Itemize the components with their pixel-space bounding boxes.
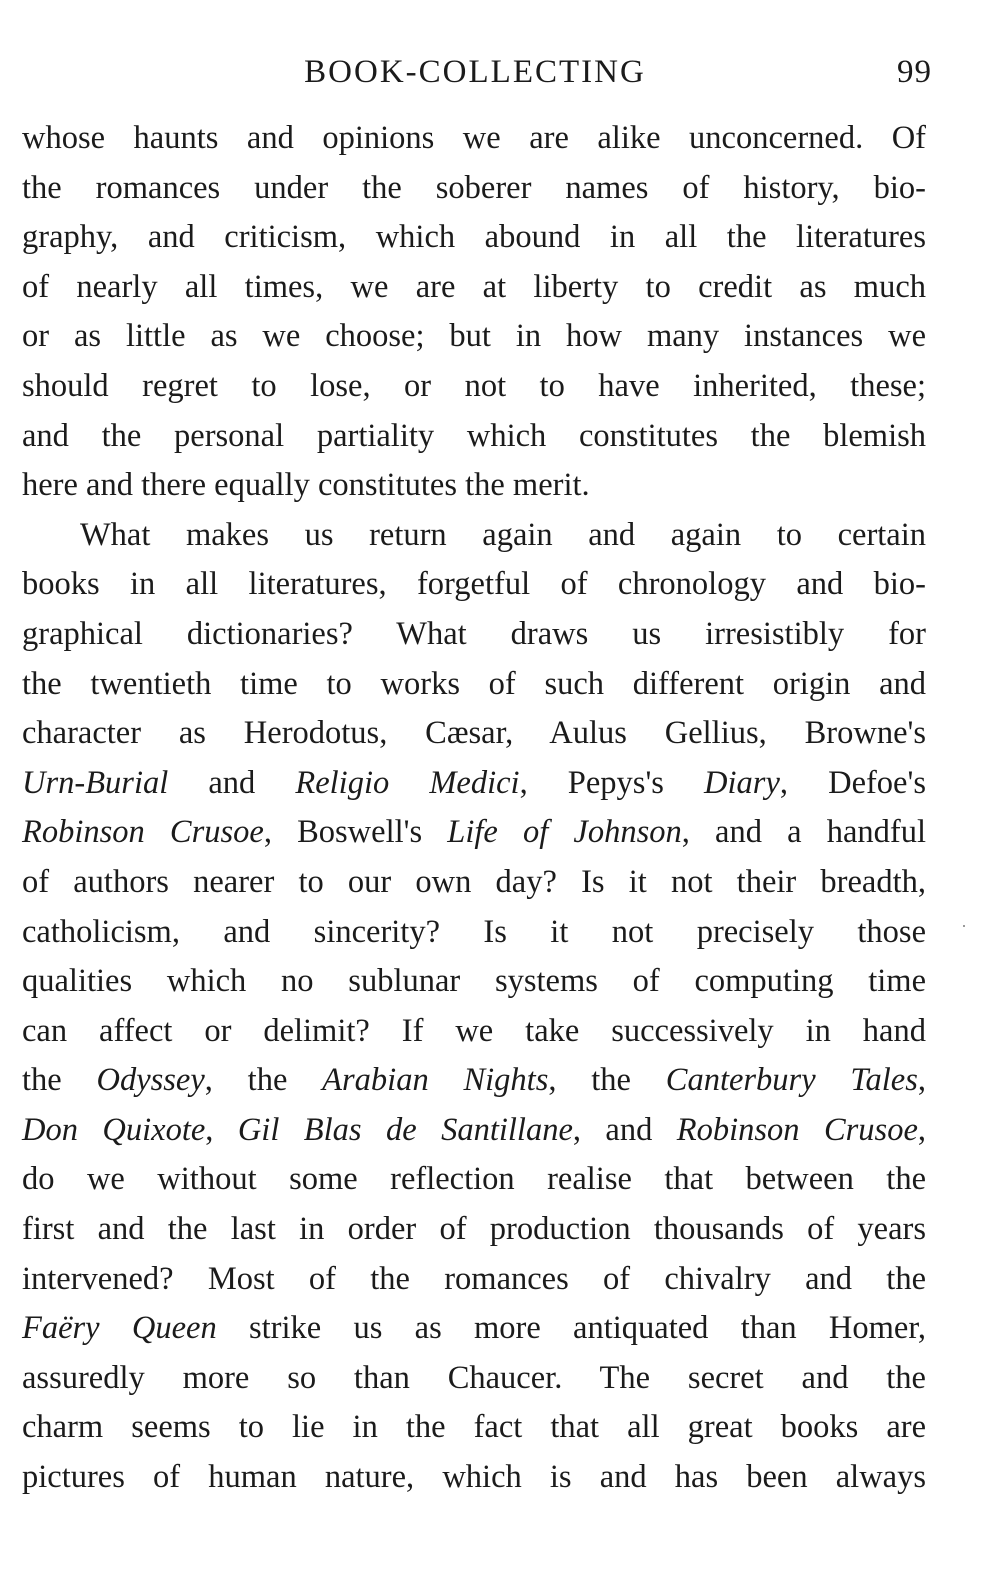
text-line: first and the last in order of production thousands of years xyxy=(22,1211,926,1248)
text-run: , and xyxy=(572,1111,677,1148)
text-run: , Pepys's xyxy=(519,764,705,801)
text-run: the xyxy=(22,1062,97,1099)
text-line xyxy=(22,808,926,858)
text-line: or as little as we choose; but in how many instances we xyxy=(22,318,926,355)
italic-title: Urn-Burial xyxy=(22,764,169,801)
text-run: , Defoe's xyxy=(779,764,926,801)
italic-title: Don Quixote xyxy=(22,1111,206,1148)
italic-title: Diary xyxy=(704,764,780,801)
italic-title: Life of Johnson xyxy=(447,814,682,851)
text-line: intervened? Most of the romances of chivalry and the xyxy=(22,1260,926,1297)
text-line: books in all literatures, forgetful of chronology and bio- xyxy=(22,566,926,603)
body-text xyxy=(22,114,926,1503)
text-line: qualities which no sublunar systems of computing time xyxy=(22,963,926,1000)
text-line xyxy=(22,1304,926,1354)
text-line: and the personal partiality which constitutes the blemish xyxy=(22,417,926,454)
page-number: 99 xyxy=(897,54,932,90)
running-head: BOOK-COLLECTING xyxy=(304,54,646,90)
text-run: , Boswell's xyxy=(263,814,448,851)
italic-title: Gil Blas de Santillane xyxy=(237,1111,573,1148)
italic-title: Robinson Crusoe xyxy=(676,1111,918,1148)
text-line: of authors nearer to our own day? Is it not their breadth, xyxy=(22,863,926,900)
text-run: , the xyxy=(548,1062,666,1099)
text-line: the romances under the soberer names of history, bio- xyxy=(22,169,926,206)
text-line: graphy, and criticism, which abound in all the literatures xyxy=(22,219,926,256)
text-line: can affect or delimit? If we take successively in hand xyxy=(22,1012,926,1049)
text-line: should regret to lose, or not to have inherited, these; xyxy=(22,367,926,404)
text-line: assuredly more so than Chaucer. The secret and the xyxy=(22,1359,926,1396)
scan-speck xyxy=(963,925,965,927)
text-line xyxy=(22,1106,926,1156)
text-line: whose haunts and opinions we are alike unconcerned. Of xyxy=(22,120,926,156)
text-run: , xyxy=(205,1111,238,1148)
italic-title: Canterbury Tales xyxy=(665,1062,918,1099)
text-line: of nearly all times, we are at liberty to credit as much xyxy=(22,268,926,305)
text-run: , xyxy=(917,1111,926,1148)
paragraph-1 xyxy=(22,114,926,511)
text-run: and xyxy=(168,764,296,801)
paragraph-2 xyxy=(22,511,926,1503)
italic-title: Odyssey xyxy=(96,1062,205,1099)
text-line: charm seems to lie in the fact that all great books are xyxy=(22,1409,926,1446)
italic-title: Robinson Crusoe xyxy=(22,814,264,851)
text-line: catholicism, and sincerity? Is it not precisely those xyxy=(22,913,926,950)
text-run: , the xyxy=(204,1062,323,1099)
text-line xyxy=(22,1056,926,1106)
text-run: , and a handful xyxy=(681,814,926,851)
text-line: What makes us return again and again to certain xyxy=(80,516,926,553)
italic-title: Arabian Nights xyxy=(322,1062,549,1099)
text-line: character as Herodotus, Cæsar, Aulus Gellius, Browne's xyxy=(22,715,926,752)
text-line xyxy=(22,759,926,809)
text-line: pictures of human nature, which is and has been always xyxy=(22,1459,926,1496)
text-line: graphical dictionaries? What draws us irresistibly for xyxy=(22,615,926,652)
page-header xyxy=(0,50,1000,94)
italic-title: Faëry Queen xyxy=(22,1310,217,1347)
text-run: strike us as more antiquated than Homer, xyxy=(216,1310,927,1347)
text-run: , xyxy=(917,1062,926,1099)
text-line: the twentieth time to works of such different origin and xyxy=(22,665,926,702)
text-line: here and there equally constitutes the merit. xyxy=(22,467,590,504)
italic-title: Religio Medici xyxy=(295,764,520,801)
text-line: do we without some reflection realise that between the xyxy=(22,1161,926,1198)
